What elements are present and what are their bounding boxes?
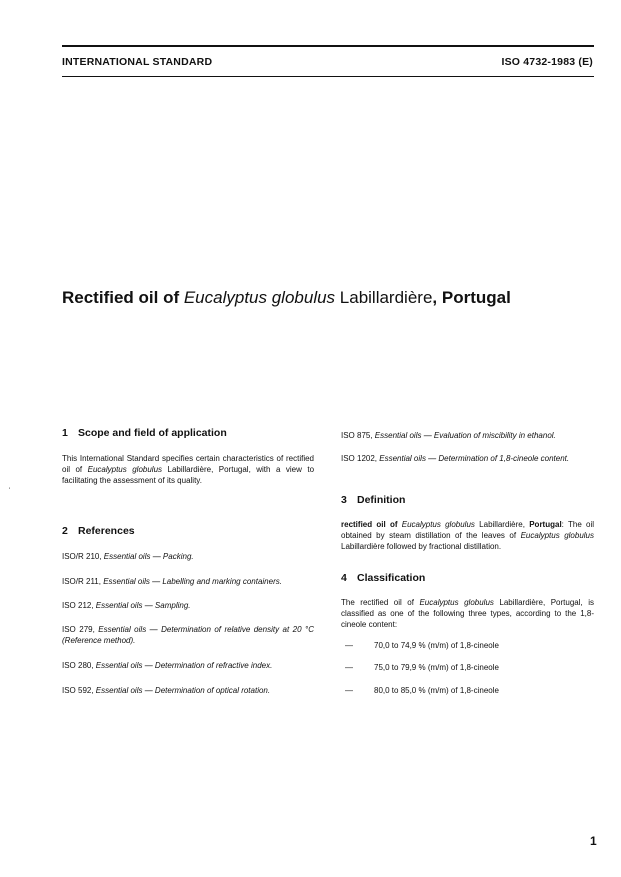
- list-item: — 70,0 to 74,9 % (m/m) of 1,8-cineole: [345, 641, 499, 650]
- reference-item: ISO 1202, Essential oils — Determination of 1,8-cineole content.: [341, 454, 570, 463]
- section-3-text: rectified oil of Eucalyptus globulus Labillardière, Portugal: The oil obtained by steam distillation of the leaves of Eucalyptus globulus Labillardière followed by fractional distillation.: [341, 520, 595, 551]
- list-item: — 75,0 to 79,9 % (m/m) of 1,8-cineole: [345, 663, 499, 672]
- document-title: Rectified oil of Eucalyptus globulus Labillardière, Portugal: [62, 288, 511, 307]
- header-document-number: ISO 4732-1983 (E): [501, 56, 593, 68]
- reference-item: ISO 279, Essential oils — Determination of relative density at 20 °C (Reference method).: [62, 625, 314, 645]
- reference-item: ISO/R 211, Essential oils — Labelling and marking containers.: [62, 577, 282, 586]
- reference-item: ISO 875, Essential oils — Evaluation of miscibility in ethanol.: [341, 431, 556, 440]
- section-3-heading: 3 Definition: [341, 494, 406, 506]
- header-rule: [62, 76, 594, 77]
- top-rule: [62, 45, 594, 47]
- section-4-text: The rectified oil of Eucalyptus globulus Labillardière, Portugal, is classified as one of the following three types, according to the 1,8-cineole content:: [341, 598, 594, 629]
- section-1-text: This International Standard specifies certain characteristics of rectified oil of Eucalyptus globulus Labillardière, Portugal, with a view to facilitating the assessment of its quality.: [62, 454, 315, 485]
- reference-item: ISO/R 210, Essential oils — Packing.: [62, 552, 194, 561]
- header-standard-type: INTERNATIONAL STANDARD: [62, 56, 213, 68]
- section-4-heading: 4 Classification: [341, 572, 426, 584]
- section-1-heading: 1 Scope and field of application: [62, 427, 227, 439]
- section-2-heading: 2 References: [62, 525, 135, 537]
- list-item: — 80,0 to 85,0 % (m/m) of 1,8-cineole: [345, 686, 499, 695]
- reference-item: ISO 212, Essential oils — Sampling.: [62, 601, 191, 610]
- margin-mark: ': [9, 488, 11, 494]
- reference-item: ISO 592, Essential oils — Determination of optical rotation.: [62, 686, 271, 695]
- page-number: 1: [590, 834, 597, 848]
- reference-item: ISO 280, Essential oils — Determination of refractive index.: [62, 661, 273, 670]
